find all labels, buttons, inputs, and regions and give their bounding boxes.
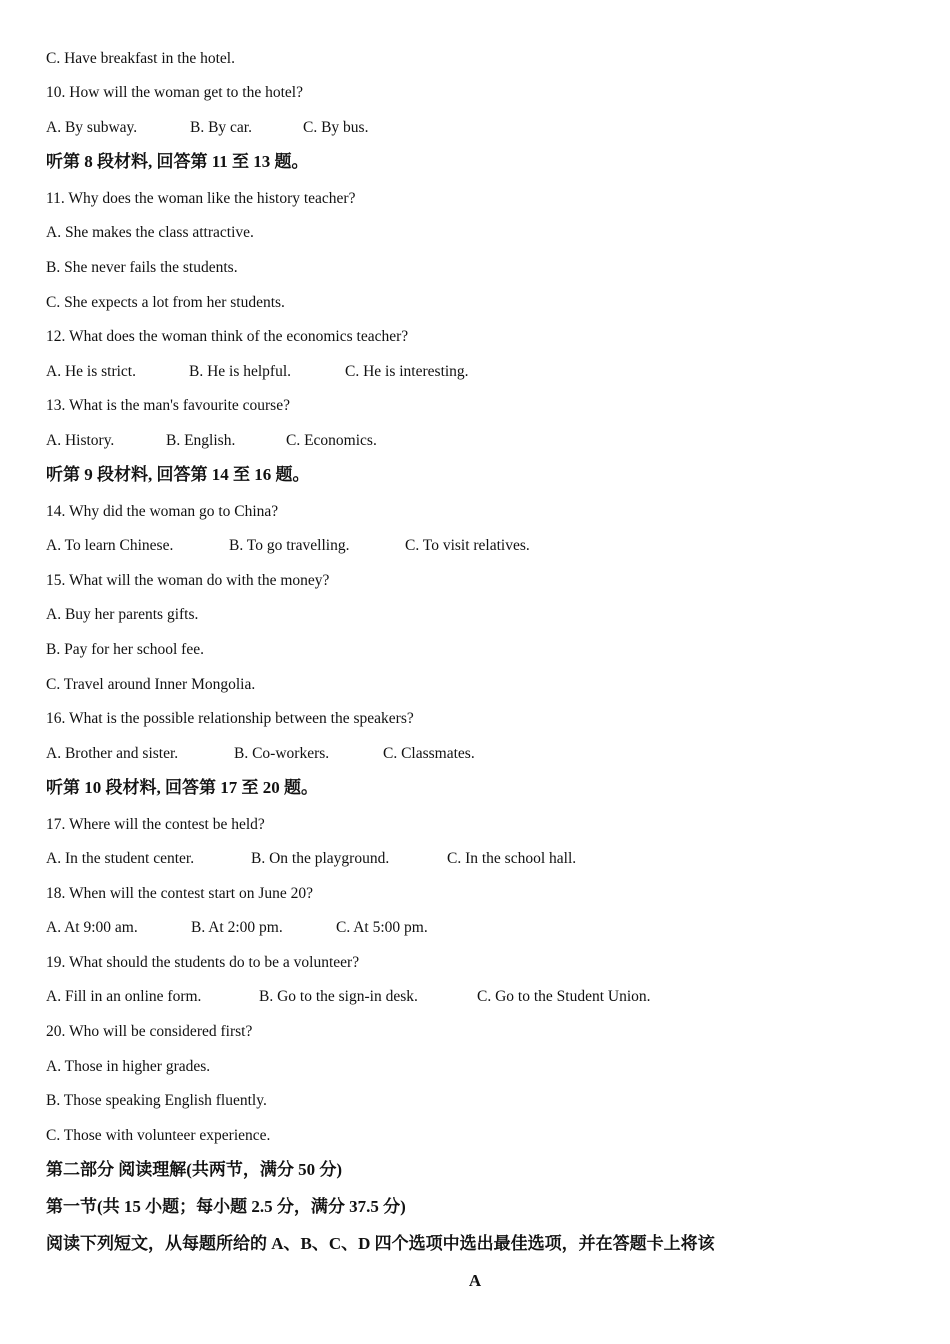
- q12-option-a: A. He is strict.: [46, 363, 136, 380]
- q17-option-a: A. In the student center.: [46, 850, 195, 867]
- q19-options: [46, 987, 651, 1007]
- section10-heading: 听第 10 段材料, 回答第 17 至 20 题。: [46, 778, 318, 797]
- q18-options: [46, 918, 428, 938]
- q19-option-a: A. Fill in an online form.: [46, 988, 202, 1005]
- q10-options: [46, 118, 368, 138]
- q16-option-b: B. Co-workers.: [234, 745, 330, 762]
- q16-option-c: C. Classmates.: [383, 745, 475, 762]
- section8-heading: 听第 8 段材料, 回答第 11 至 13 题。: [46, 152, 309, 171]
- q20-option-c: C. Those with volunteer experience.: [46, 1127, 271, 1144]
- section9-heading: 听第 9 段材料, 回答第 14 至 16 题。: [46, 465, 310, 484]
- part2-instruction: 阅读下列短文，从每题所给的 A、B、C、D 四个选项中选出最佳选项，并在答题卡上将该: [46, 1234, 715, 1253]
- q10-option-c: C. By bus.: [303, 119, 369, 136]
- q15-option-b: B. Pay for her school fee.: [46, 641, 204, 658]
- q15-question: 15. What will the woman do with the money?: [46, 572, 330, 589]
- q16-option-a: A. Brother and sister.: [46, 745, 179, 762]
- q17-question: 17. Where will the contest be held?: [46, 816, 265, 833]
- q14-option-b: B. To go travelling.: [229, 537, 350, 554]
- q12-option-c: C. He is interesting.: [345, 363, 469, 380]
- q16-question: 16. What is the possible relationship between the speakers?: [46, 710, 414, 727]
- q16-options: [46, 744, 475, 764]
- q15-option-c: C. Travel around Inner Mongolia.: [46, 676, 256, 693]
- q11-question: 11. Why does the woman like the history teacher?: [46, 190, 356, 207]
- q13-option-b: B. English.: [166, 432, 236, 449]
- q9-option-c: C. Have breakfast in the hotel.: [46, 50, 235, 67]
- part2-heading: 第二部分 阅读理解(共两节，满分 50 分): [46, 1160, 343, 1179]
- q20-question: 20. Who will be considered first?: [46, 1023, 253, 1040]
- q11-option-a: A. She makes the class attractive.: [46, 224, 254, 241]
- q20-option-b: B. Those speaking English fluently.: [46, 1092, 267, 1109]
- q14-option-a: A. To learn Chinese.: [46, 537, 174, 554]
- q12-option-b: B. He is helpful.: [189, 363, 292, 380]
- q13-question: 13. What is the man's favourite course?: [46, 397, 290, 414]
- q19-option-b: B. Go to the sign-in desk.: [259, 988, 418, 1005]
- q12-options: [46, 362, 469, 382]
- part2-section1-heading: 第一节(共 15 小题；每小题 2.5 分，满分 37.5 分): [46, 1197, 406, 1216]
- q11-option-c: C. She expects a lot from her students.: [46, 294, 285, 311]
- q11-option-b: B. She never fails the students.: [46, 259, 238, 276]
- q14-option-c: C. To visit relatives.: [405, 537, 530, 554]
- passage-label: A: [468, 1271, 482, 1290]
- q14-options: [46, 536, 530, 556]
- q10-option-a: A. By subway.: [46, 119, 138, 136]
- q13-options: [46, 431, 377, 451]
- q19-option-c: C. Go to the Student Union.: [477, 988, 651, 1005]
- q18-question: 18. When will the contest start on June 20?: [46, 885, 314, 902]
- q17-option-c: C. In the school hall.: [447, 850, 577, 867]
- q13-option-c: C. Economics.: [286, 432, 377, 449]
- q18-option-c: C. At 5:00 pm.: [336, 919, 428, 936]
- q13-option-a: A. History.: [46, 432, 115, 449]
- q10-question: 10. How will the woman get to the hotel?: [46, 84, 303, 101]
- q17-option-b: B. On the playground.: [251, 850, 390, 867]
- q20-option-a: A. Those in higher grades.: [46, 1058, 211, 1075]
- q18-option-b: B. At 2:00 pm.: [191, 919, 283, 936]
- q12-question: 12. What does the woman think of the economics teacher?: [46, 328, 409, 345]
- q18-option-a: A. At 9:00 am.: [46, 919, 138, 936]
- q14-question: 14. Why did the woman go to China?: [46, 503, 279, 520]
- q19-question: 19. What should the students do to be a volunteer?: [46, 954, 360, 971]
- q17-options: [46, 849, 576, 869]
- q15-option-a: A. Buy her parents gifts.: [46, 606, 199, 623]
- q10-option-b: B. By car.: [190, 119, 252, 136]
